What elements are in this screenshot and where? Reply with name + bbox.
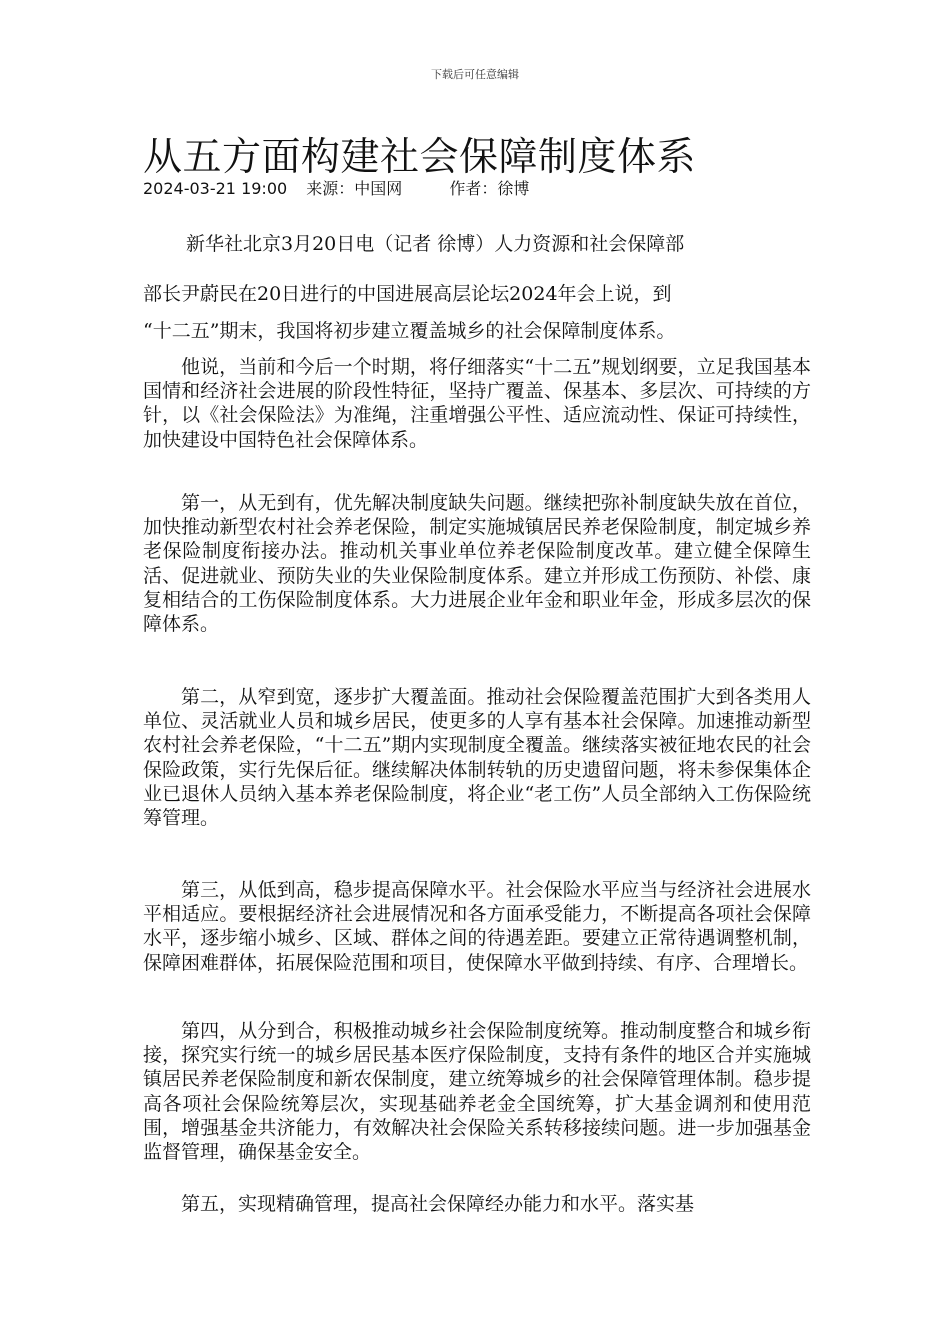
paragraph: 第一，从无到有，优先解决制度缺失问题。继续把弥补制度缺失放在首位，加快推动新型农村社会养老保险，制定实施城镇居民养老保险制度，制定城乡养老保险制度衔接办法。推动机关事业单位养老保险制度改革。建立健全保障生活、促进就业、预防失业的失业保险制度体系。建立并形成工伤预防、补偿、康复相结合的工伤保险制度体系。大力进展企业年金和职业年金，形成多层次的保障体系。 [143, 492, 811, 636]
paragraph: 第四，从分到合，积极推动城乡社会保险制度统筹。推动制度整合和城乡衔接，探究实行统一的城乡居民基本医疗保险制度，支持有条件的地区合并实施城镇居民养老保险制度和新农保制度，建立统筹城乡的社会保障管理体制。稳步提高各项社会保险统筹层次，实现基础养老金全国统筹，扩大基金调剂和使用范围，增强基金共济能力，有效解决社会保险关系转移接续问题。进一步加强基金监督管理，确保基金安全。 [143, 1020, 811, 1164]
lead-line: “十二五”期末，我国将初步建立覆盖城乡的社会保障制度体系。 [143, 320, 676, 342]
paragraph: 第三，从低到高，稳步提高保障水平。社会保险水平应当与经济社会进展水平相适应。要根据经济社会进展情况和各方面承受能力，不断提高各项社会保障水平，逐步缩小城乡、区域、群体之间的待遇差距。要建立正常待遇调整机制，保障困难群体，拓展保险范围和项目，使保障水平做到持续、有序、合理增长。 [143, 879, 811, 974]
article-meta [143, 176, 529, 199]
lead-line: 新华社北京3月20日电（记者 徐博）人力资源和社会保障部 [186, 233, 685, 255]
paragraph: 他说，当前和今后一个时期，将仔细落实“十二五”规划纲要，立足我国基本国情和经济社会进展的阶段性特征，坚持广覆盖、保基本、多层次、可持续的方针，以《社会保险法》为准绳，注重增强公平性、适应流动性、保证可持续性，加快建设中国特色社会保障体系。 [143, 356, 811, 451]
paragraph: 第五，实现精确管理，提高社会保障经办能力和水平。落实基 [181, 1193, 695, 1215]
article-date: 2024-03-21 19:00 [143, 179, 288, 198]
page-header-note: 下载后可任意编辑 [431, 68, 519, 81]
article-title: 从五方面构建社会保障制度体系 [143, 135, 697, 180]
lead-line: 部长尹蔚民在20日进行的中国进展高层论坛2024年会上说，到 [143, 283, 672, 305]
article-source: 来源：中国网 [306, 179, 403, 198]
paragraph: 第二，从窄到宽，逐步扩大覆盖面。推动社会保险覆盖范围扩大到各类用人单位、灵活就业人员和城乡居民，使更多的人享有基本社会保障。加速推动新型农村社会养老保险，“十二五”期内实现制度全覆盖。继续落实被征地农民的社会保险政策，实行先保后征。继续解决体制转轨的历史遗留问题，将未参保集体企业已退休人员纳入基本养老保险制度，将企业“老工伤”人员全部纳入工伤保险统筹管理。 [143, 686, 811, 830]
article-author: 作者：徐博 [449, 179, 530, 198]
